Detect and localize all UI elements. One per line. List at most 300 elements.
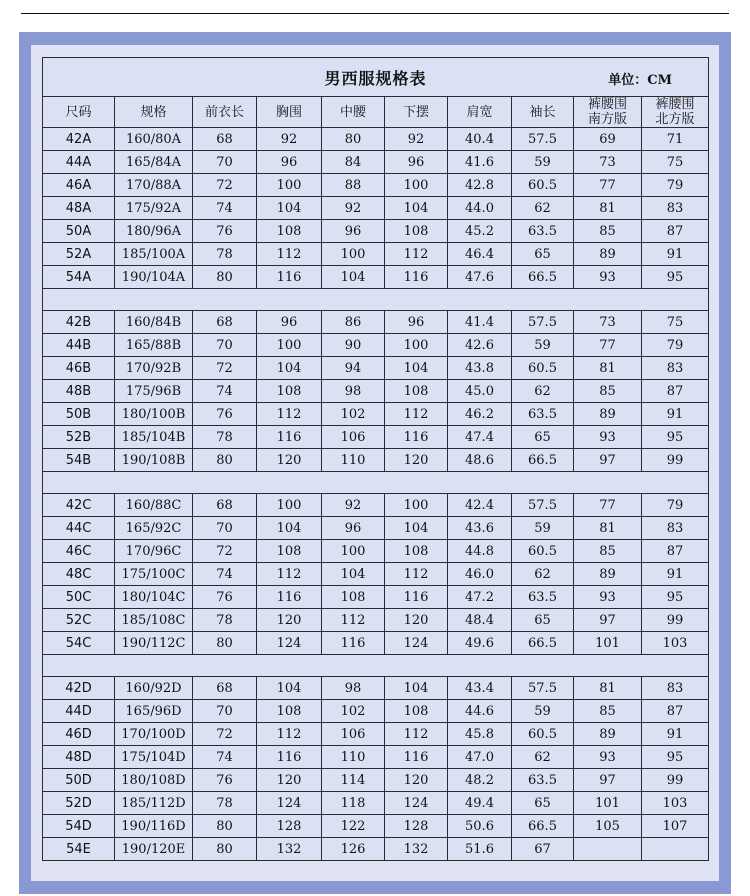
column-header: 肩宽 xyxy=(448,97,512,128)
table-cell: 102 xyxy=(322,700,385,723)
table-cell: 97 xyxy=(574,449,642,472)
table-cell: 83 xyxy=(642,517,709,540)
table-cell: 99 xyxy=(642,769,709,792)
table-cell: 46.4 xyxy=(448,243,512,266)
size-code-cell: 44C xyxy=(43,517,115,540)
table-cell: 170/100D xyxy=(115,723,193,746)
table-cell: 47.0 xyxy=(448,746,512,769)
table-cell: 103 xyxy=(642,792,709,815)
table-cell: 132 xyxy=(257,838,322,861)
table-cell: 100 xyxy=(385,174,448,197)
table-cell: 66.5 xyxy=(512,266,574,289)
table-cell: 63.5 xyxy=(512,769,574,792)
column-header: 袖长 xyxy=(512,97,574,128)
table-cell: 89 xyxy=(574,403,642,426)
table-cell: 89 xyxy=(574,563,642,586)
table-cell: 120 xyxy=(385,769,448,792)
size-code-cell: 50D xyxy=(43,769,115,792)
table-row xyxy=(43,380,709,403)
table-row xyxy=(43,838,709,861)
table-cell: 104 xyxy=(385,197,448,220)
table-cell: 74 xyxy=(193,380,257,403)
table-cell: 165/96D xyxy=(115,700,193,723)
table-cell: 60.5 xyxy=(512,723,574,746)
size-code-cell: 44A xyxy=(43,151,115,174)
table-cell: 45.8 xyxy=(448,723,512,746)
table-cell: 112 xyxy=(385,723,448,746)
table-row xyxy=(43,494,709,517)
size-code-cell: 44D xyxy=(43,700,115,723)
table-cell: 47.6 xyxy=(448,266,512,289)
size-code-cell: 42D xyxy=(43,677,115,700)
column-header: 前衣长 xyxy=(193,97,257,128)
table-cell: 93 xyxy=(574,586,642,609)
size-code-cell: 44B xyxy=(43,334,115,357)
table-cell: 116 xyxy=(257,266,322,289)
size-code-cell: 46B xyxy=(43,357,115,380)
table-cell: 102 xyxy=(322,403,385,426)
size-code-cell: 54E xyxy=(43,838,115,861)
table-cell: 175/100C xyxy=(115,563,193,586)
table-cell: 128 xyxy=(257,815,322,838)
table-cell: 175/92A xyxy=(115,197,193,220)
table-body xyxy=(43,128,709,861)
table-cell: 108 xyxy=(257,540,322,563)
table-cell: 100 xyxy=(257,494,322,517)
table-cell: 47.2 xyxy=(448,586,512,609)
table-cell: 104 xyxy=(385,357,448,380)
table-cell: 105 xyxy=(574,815,642,838)
table-cell: 42.4 xyxy=(448,494,512,517)
table-cell: 70 xyxy=(193,151,257,174)
table-cell: 91 xyxy=(642,403,709,426)
size-code-cell: 46C xyxy=(43,540,115,563)
table-cell: 62 xyxy=(512,563,574,586)
size-code-cell: 54B xyxy=(43,449,115,472)
table-cell: 68 xyxy=(193,311,257,334)
size-code-cell: 54C xyxy=(43,632,115,655)
table-row xyxy=(43,723,709,746)
table-cell: 70 xyxy=(193,700,257,723)
table-cell: 63.5 xyxy=(512,403,574,426)
table-cell: 80 xyxy=(193,266,257,289)
table-cell: 104 xyxy=(257,357,322,380)
table-cell: 48.6 xyxy=(448,449,512,472)
table-cell: 185/112D xyxy=(115,792,193,815)
table-cell: 92 xyxy=(257,128,322,151)
table-cell: 100 xyxy=(322,243,385,266)
table-cell: 91 xyxy=(642,243,709,266)
table-cell: 97 xyxy=(574,609,642,632)
table-cell: 116 xyxy=(257,426,322,449)
table-cell: 98 xyxy=(322,677,385,700)
table-cell: 95 xyxy=(642,746,709,769)
table-cell: 80 xyxy=(193,815,257,838)
table-row xyxy=(43,540,709,563)
table-title: 男西服规格表 xyxy=(324,68,427,88)
table-cell: 100 xyxy=(257,334,322,357)
table-cell: 65 xyxy=(512,609,574,632)
table-cell: 112 xyxy=(257,563,322,586)
table-cell: 62 xyxy=(512,380,574,403)
table-cell: 76 xyxy=(193,403,257,426)
table-cell: 62 xyxy=(512,197,574,220)
table-cell: 96 xyxy=(257,151,322,174)
table-cell: 57.5 xyxy=(512,677,574,700)
table-cell: 48.4 xyxy=(448,609,512,632)
table-cell: 84 xyxy=(322,151,385,174)
table-cell: 40.4 xyxy=(448,128,512,151)
table-cell: 170/88A xyxy=(115,174,193,197)
table-cell: 104 xyxy=(385,677,448,700)
table-cell: 59 xyxy=(512,700,574,723)
table-cell: 63.5 xyxy=(512,220,574,243)
table-cell: 96 xyxy=(385,311,448,334)
table-row xyxy=(43,426,709,449)
table-cell: 41.6 xyxy=(448,151,512,174)
size-code-cell: 48D xyxy=(43,746,115,769)
table-cell: 100 xyxy=(385,494,448,517)
table-cell: 96 xyxy=(385,151,448,174)
table-cell: 44.6 xyxy=(448,700,512,723)
table-cell: 104 xyxy=(257,517,322,540)
table-cell: 99 xyxy=(642,609,709,632)
table-cell: 101 xyxy=(574,792,642,815)
table-cell: 110 xyxy=(322,746,385,769)
table-cell: 108 xyxy=(385,380,448,403)
size-code-cell: 46A xyxy=(43,174,115,197)
table-cell: 70 xyxy=(193,517,257,540)
spacer-cell xyxy=(43,472,709,494)
table-row xyxy=(43,334,709,357)
table-cell: 57.5 xyxy=(512,311,574,334)
column-header: 下摆 xyxy=(385,97,448,128)
table-cell: 107 xyxy=(642,815,709,838)
table-cell xyxy=(574,838,642,861)
table-cell: 66.5 xyxy=(512,449,574,472)
table-cell: 72 xyxy=(193,723,257,746)
table-cell: 126 xyxy=(322,838,385,861)
table-cell: 91 xyxy=(642,563,709,586)
table-row xyxy=(43,792,709,815)
table-cell: 175/96B xyxy=(115,380,193,403)
top-rule xyxy=(21,13,729,14)
size-code-cell: 52B xyxy=(43,426,115,449)
table-cell: 62 xyxy=(512,746,574,769)
table-cell: 44.8 xyxy=(448,540,512,563)
table-cell: 60.5 xyxy=(512,540,574,563)
table-cell: 72 xyxy=(193,174,257,197)
table-cell: 165/88B xyxy=(115,334,193,357)
table-cell: 81 xyxy=(574,197,642,220)
table-row xyxy=(43,815,709,838)
size-code-cell: 54A xyxy=(43,266,115,289)
table-cell: 78 xyxy=(193,426,257,449)
table-cell: 108 xyxy=(322,586,385,609)
table-cell: 59 xyxy=(512,334,574,357)
table-cell: 92 xyxy=(322,197,385,220)
table-cell: 80 xyxy=(322,128,385,151)
table-cell: 116 xyxy=(257,586,322,609)
table-cell: 76 xyxy=(193,586,257,609)
table-row xyxy=(43,311,709,334)
table-cell: 78 xyxy=(193,792,257,815)
table-cell: 79 xyxy=(642,334,709,357)
table-cell: 128 xyxy=(385,815,448,838)
table-cell: 160/84B xyxy=(115,311,193,334)
table-row xyxy=(43,517,709,540)
table-cell: 49.6 xyxy=(448,632,512,655)
table-cell: 60.5 xyxy=(512,174,574,197)
table-cell: 114 xyxy=(322,769,385,792)
table-cell: 75 xyxy=(642,151,709,174)
table-cell: 83 xyxy=(642,197,709,220)
table-row xyxy=(43,700,709,723)
table-cell: 104 xyxy=(257,197,322,220)
size-code-cell: 52A xyxy=(43,243,115,266)
table-cell: 160/80A xyxy=(115,128,193,151)
table-row xyxy=(43,357,709,380)
table-cell: 170/92B xyxy=(115,357,193,380)
table-cell: 70 xyxy=(193,334,257,357)
size-code-cell: 46D xyxy=(43,723,115,746)
table-cell: 65 xyxy=(512,792,574,815)
table-cell: 124 xyxy=(257,792,322,815)
table-cell: 180/108D xyxy=(115,769,193,792)
table-row xyxy=(43,243,709,266)
table-cell: 71 xyxy=(642,128,709,151)
table-cell: 91 xyxy=(642,723,709,746)
table-cell: 43.6 xyxy=(448,517,512,540)
table-cell: 49.4 xyxy=(448,792,512,815)
table-cell: 100 xyxy=(385,334,448,357)
table-row xyxy=(43,174,709,197)
table-cell: 92 xyxy=(322,494,385,517)
table-cell: 66.5 xyxy=(512,632,574,655)
table-cell: 72 xyxy=(193,540,257,563)
table-cell: 66.5 xyxy=(512,815,574,838)
table-cell: 108 xyxy=(385,220,448,243)
table-cell: 112 xyxy=(322,609,385,632)
table-cell: 85 xyxy=(574,380,642,403)
table-row xyxy=(43,197,709,220)
table-row xyxy=(43,220,709,243)
column-header: 尺码 xyxy=(43,97,115,128)
table-cell: 180/104C xyxy=(115,586,193,609)
size-code-cell: 52D xyxy=(43,792,115,815)
table-cell: 86 xyxy=(322,311,385,334)
table-cell: 65 xyxy=(512,243,574,266)
table-cell: 45.0 xyxy=(448,380,512,403)
table-cell: 120 xyxy=(257,769,322,792)
table-cell: 100 xyxy=(322,540,385,563)
table-title-row xyxy=(43,58,709,97)
table-cell: 68 xyxy=(193,128,257,151)
spacer-cell xyxy=(43,655,709,677)
table-cell: 116 xyxy=(322,632,385,655)
table-cell: 68 xyxy=(193,677,257,700)
table-cell: 75 xyxy=(642,311,709,334)
table-cell: 83 xyxy=(642,357,709,380)
table-cell: 112 xyxy=(257,403,322,426)
table-cell: 180/100B xyxy=(115,403,193,426)
table-row xyxy=(43,403,709,426)
table-cell: 106 xyxy=(322,426,385,449)
table-cell: 120 xyxy=(257,449,322,472)
table-cell: 190/116D xyxy=(115,815,193,838)
group-spacer-row xyxy=(43,655,709,677)
column-header: 中腰 xyxy=(322,97,385,128)
table-cell: 104 xyxy=(385,517,448,540)
table-cell: 110 xyxy=(322,449,385,472)
table-cell: 92 xyxy=(385,128,448,151)
table-cell: 103 xyxy=(642,632,709,655)
table-cell: 108 xyxy=(257,220,322,243)
table-cell: 69 xyxy=(574,128,642,151)
size-code-cell: 50C xyxy=(43,586,115,609)
table-cell: 108 xyxy=(257,380,322,403)
table-cell: 88 xyxy=(322,174,385,197)
table-cell: 74 xyxy=(193,563,257,586)
table-cell: 67 xyxy=(512,838,574,861)
table-cell: 99 xyxy=(642,449,709,472)
table-cell: 165/92C xyxy=(115,517,193,540)
table-cell: 190/104A xyxy=(115,266,193,289)
table-cell: 59 xyxy=(512,151,574,174)
table-cell: 42.6 xyxy=(448,334,512,357)
table-cell: 108 xyxy=(385,700,448,723)
table-cell: 87 xyxy=(642,700,709,723)
table-cell: 120 xyxy=(385,449,448,472)
table-cell: 132 xyxy=(385,838,448,861)
table-cell: 76 xyxy=(193,220,257,243)
size-code-cell: 48A xyxy=(43,197,115,220)
table-cell: 116 xyxy=(385,426,448,449)
table-cell: 80 xyxy=(193,838,257,861)
table-cell: 68 xyxy=(193,494,257,517)
size-spec-table xyxy=(42,57,709,861)
table-cell: 118 xyxy=(322,792,385,815)
table-cell: 124 xyxy=(257,632,322,655)
table-cell: 160/88C xyxy=(115,494,193,517)
table-cell: 57.5 xyxy=(512,128,574,151)
table-cell: 57.5 xyxy=(512,494,574,517)
table-row xyxy=(43,266,709,289)
table-cell: 93 xyxy=(574,266,642,289)
table-cell: 180/96A xyxy=(115,220,193,243)
table-cell: 120 xyxy=(257,609,322,632)
table-cell: 79 xyxy=(642,174,709,197)
table-cell: 104 xyxy=(322,563,385,586)
column-header: 胸围 xyxy=(257,97,322,128)
table-cell: 59 xyxy=(512,517,574,540)
size-code-cell: 48C xyxy=(43,563,115,586)
table-cell: 185/108C xyxy=(115,609,193,632)
table-cell: 96 xyxy=(257,311,322,334)
table-row xyxy=(43,632,709,655)
table-cell: 95 xyxy=(642,266,709,289)
table-cell: 124 xyxy=(385,792,448,815)
table-cell: 80 xyxy=(193,449,257,472)
table-cell: 124 xyxy=(385,632,448,655)
table-row xyxy=(43,586,709,609)
table-cell: 45.2 xyxy=(448,220,512,243)
table-cell: 47.4 xyxy=(448,426,512,449)
group-spacer-row xyxy=(43,472,709,494)
size-code-cell: 42A xyxy=(43,128,115,151)
table-cell: 112 xyxy=(257,243,322,266)
table-cell: 77 xyxy=(574,334,642,357)
size-code-cell: 50B xyxy=(43,403,115,426)
table-cell: 48.2 xyxy=(448,769,512,792)
table-cell: 101 xyxy=(574,632,642,655)
table-cell: 116 xyxy=(385,586,448,609)
table-cell: 73 xyxy=(574,151,642,174)
table-row xyxy=(43,449,709,472)
table-cell: 81 xyxy=(574,357,642,380)
table-cell: 73 xyxy=(574,311,642,334)
table-cell: 112 xyxy=(385,563,448,586)
table-cell: 81 xyxy=(574,517,642,540)
table-cell: 42.8 xyxy=(448,174,512,197)
table-cell: 190/120E xyxy=(115,838,193,861)
table-cell: 94 xyxy=(322,357,385,380)
table-cell: 96 xyxy=(322,517,385,540)
spacer-cell xyxy=(43,289,709,311)
table-cell: 120 xyxy=(385,609,448,632)
group-spacer-row xyxy=(43,289,709,311)
column-header: 裤腰围 南方版 xyxy=(574,97,642,128)
table-cell: 41.4 xyxy=(448,311,512,334)
table-cell: 190/112C xyxy=(115,632,193,655)
table-cell: 190/108B xyxy=(115,449,193,472)
table-cell: 78 xyxy=(193,243,257,266)
table-cell: 160/92D xyxy=(115,677,193,700)
table-cell: 85 xyxy=(574,700,642,723)
table-cell: 116 xyxy=(257,746,322,769)
size-code-cell: 50A xyxy=(43,220,115,243)
table-cell: 100 xyxy=(257,174,322,197)
table-cell: 76 xyxy=(193,769,257,792)
table-cell: 185/100A xyxy=(115,243,193,266)
table-cell: 83 xyxy=(642,677,709,700)
table-row xyxy=(43,769,709,792)
table-cell: 80 xyxy=(193,632,257,655)
table-cell: 116 xyxy=(385,266,448,289)
table-cell: 104 xyxy=(322,266,385,289)
table-cell: 122 xyxy=(322,815,385,838)
table-cell: 95 xyxy=(642,426,709,449)
table-cell: 93 xyxy=(574,746,642,769)
size-code-cell: 52C xyxy=(43,609,115,632)
table-cell: 74 xyxy=(193,197,257,220)
column-header: 规格 xyxy=(115,97,193,128)
table-cell: 108 xyxy=(257,700,322,723)
table-cell: 95 xyxy=(642,586,709,609)
table-cell: 60.5 xyxy=(512,357,574,380)
table-cell: 77 xyxy=(574,494,642,517)
size-code-cell: 54D xyxy=(43,815,115,838)
table-row xyxy=(43,746,709,769)
table-cell: 165/84A xyxy=(115,151,193,174)
table-cell: 85 xyxy=(574,540,642,563)
table-cell: 112 xyxy=(257,723,322,746)
table-cell: 112 xyxy=(385,243,448,266)
table-row xyxy=(43,151,709,174)
table-cell: 51.6 xyxy=(448,838,512,861)
table-cell: 87 xyxy=(642,220,709,243)
table-cell: 43.4 xyxy=(448,677,512,700)
